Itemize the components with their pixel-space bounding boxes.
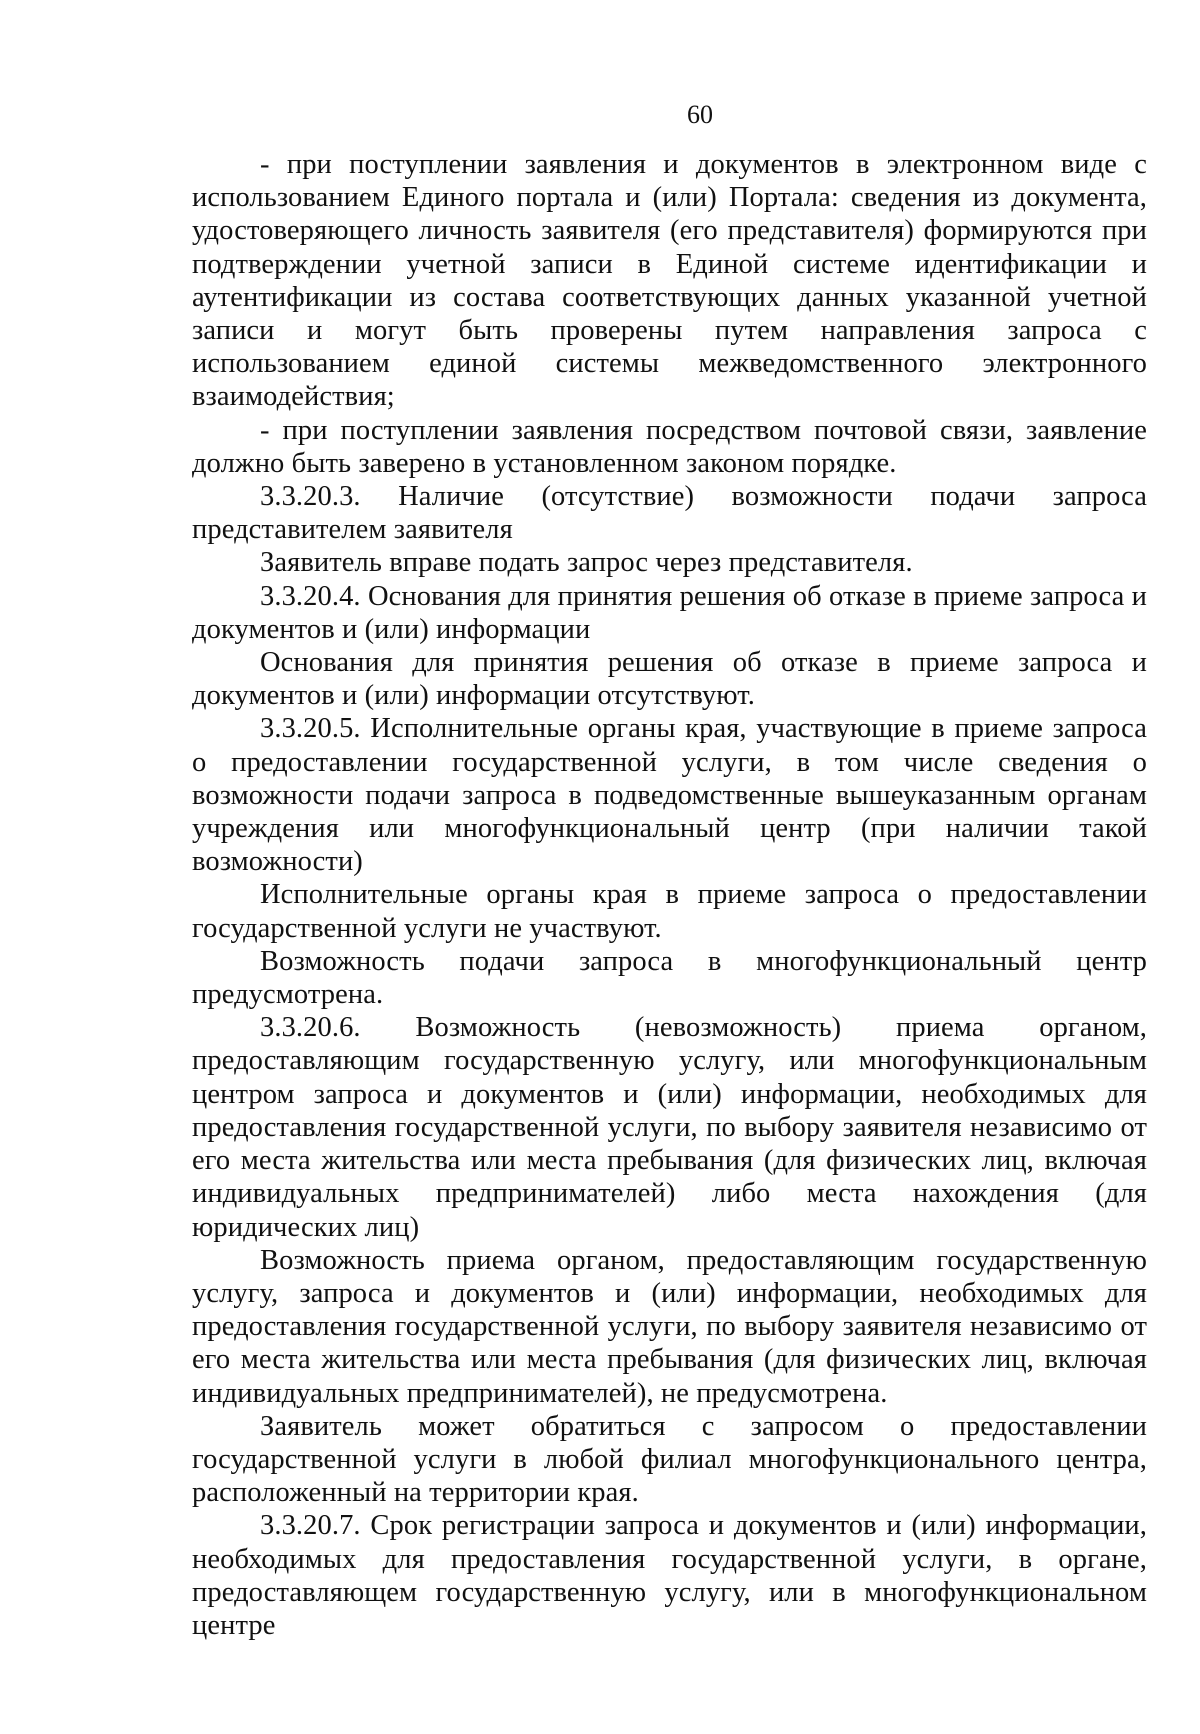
page-number: 60: [687, 100, 713, 129]
section-heading-3-3-20-3: 3.3.20.3. Наличие (отсутствие) возможности подачи запроса представителем заявителя: [192, 481, 1147, 546]
paragraph-extraterritorial: Возможность приема органом, предоставляющим государственную услугу, запроса и документов и (или) информации, необходимых для предоставления государственной услуги, по выбору заявителя независимо от его места жительства или места пребывания (для физических лиц, включая индивидуальных предпринимателей), не предусмотрена.: [192, 1244, 1147, 1409]
paragraph-any-branch: Заявитель может обратиться с запросом о предоставлении государственной услуги в любой филиал многофункционального центра, расположенный на территории края.: [192, 1410, 1147, 1509]
paragraph-executive-bodies: Исполнительные органы края в приеме запроса о предоставлении государственной услуги не участвуют.: [192, 879, 1147, 944]
paragraph-mfc-possibility: Возможность подачи запроса в многофункциональный центр предусмотрена.: [192, 945, 1147, 1011]
section-heading-3-3-20-6: 3.3.20.6. Возможность (невозможность) приема органом, предоставляющим государственную услугу, или многофункциональным центром запроса и документов и (или) информации, необходимых для предоставления государственной услуги, по выбору заявителя независимо от его места жительства или места пребывания (для физических лиц, включая индивидуальных предпринимателей) либо места нахождения (для юридических лиц): [192, 1012, 1147, 1243]
section-heading-3-3-20-7: 3.3.20.7. Срок регистрации запроса и документов и (или) информации, необходимых для предоставления государственной услуги, в органе, предоставляющем государственную услугу, или в многофункциональном центре: [192, 1510, 1147, 1641]
paragraph-postal-submission: - при поступлении заявления посредством почтовой связи, заявление должно быть заверено в установленном законом порядке.: [192, 414, 1147, 479]
section-heading-3-3-20-5: 3.3.20.5. Исполнительные органы края, участвующие в приеме запроса о предоставлении государственной услуги, в том числе сведения о возможности подачи запроса в подведомственные вышеуказанным органам учреждения или многофункциональный центр (при наличии такой возможности): [192, 713, 1147, 878]
document-body: [192, 148, 1147, 1642]
section-heading-3-3-20-4: 3.3.20.4. Основания для принятия решения об отказе в приеме запроса и документов и (или) информации: [192, 580, 1147, 645]
paragraph-representative: Заявитель вправе подать запрос через представителя.: [260, 547, 913, 579]
paragraph-refusal-grounds: Основания для принятия решения об отказе в приеме запроса и документов и (или) информации отсутствуют.: [192, 647, 1147, 712]
paragraph-electronic-submission: - при поступлении заявления и документов в электронном виде с использованием Единого портала и (или) Портала: сведения из документа, удостоверяющего личность заявителя (его представителя) формируются при подтверждении учетной записи в Единой системе идентификации и аутентификации из состава соответствующих данных указанной учетной записи и могут быть проверены путем направления запроса с использованием единой системы межведомственного электронного взаимодействия;: [192, 149, 1147, 413]
